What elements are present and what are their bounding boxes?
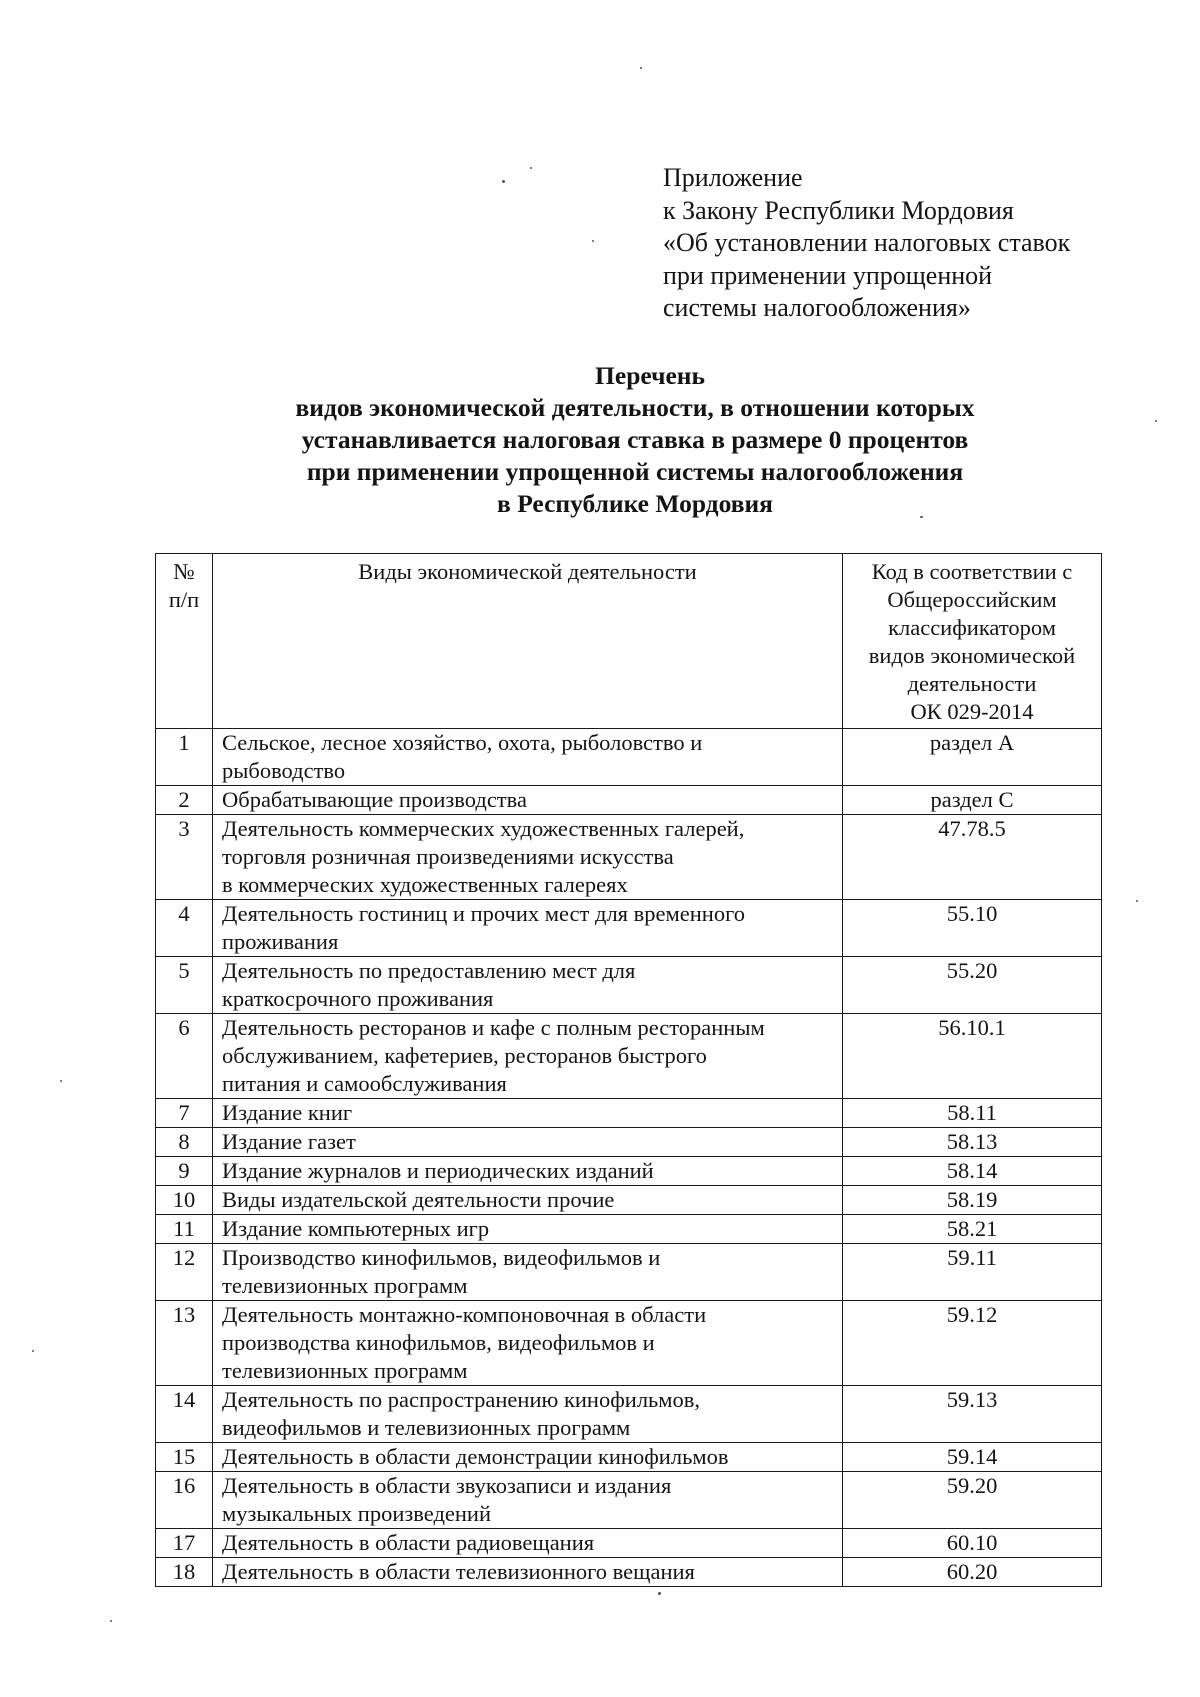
table-row: [156, 1472, 1102, 1529]
row-number: 4: [156, 900, 213, 957]
table-row: [156, 815, 1102, 900]
row-activity: [213, 1244, 843, 1301]
row-code: 60.20: [843, 1558, 1102, 1587]
activity-line: Обрабатывающие производства: [222, 787, 527, 812]
title-line: в Республике Мордовия: [497, 489, 773, 518]
row-activity: [213, 1014, 843, 1099]
appendix-line: системы налогообложения»: [663, 293, 971, 322]
scan-speck: [32, 1350, 34, 1352]
table-row: [156, 1128, 1102, 1157]
activity-line: краткосрочного проживания: [222, 986, 494, 1011]
header-code-line: классификатором: [888, 615, 1056, 640]
title-line: Перечень: [595, 361, 705, 390]
activity-line: Деятельность монтажно-компоновочная в области: [222, 1302, 707, 1327]
activity-line: музыкальных произведений: [222, 1501, 492, 1526]
header-code-line: Код в соответствии с: [871, 559, 1073, 584]
row-number: 10: [156, 1186, 213, 1215]
activity-line: Издание журналов и периодических изданий: [222, 1158, 654, 1183]
row-number: 8: [156, 1128, 213, 1157]
activity-line: Деятельность по распространению кинофильмов,: [222, 1387, 701, 1412]
row-activity: [213, 815, 843, 900]
scan-speck: [658, 1592, 661, 1595]
activity-line: проживания: [222, 929, 339, 954]
appendix-line: при применении упрощенной: [663, 260, 993, 290]
table-row: [156, 1529, 1102, 1558]
activity-line: в коммерческих художественных галереях: [222, 872, 628, 897]
row-number: 3: [156, 815, 213, 900]
row-code: 56.10.1: [843, 1014, 1102, 1099]
row-code: 58.11: [843, 1099, 1102, 1128]
row-activity: [213, 1472, 843, 1529]
row-number: 18: [156, 1558, 213, 1587]
row-activity: [213, 900, 843, 957]
table-row: [156, 1099, 1102, 1128]
row-activity: [213, 729, 843, 786]
table-row: [156, 900, 1102, 957]
appendix-line: Приложение: [663, 163, 803, 192]
row-activity: [213, 1099, 843, 1128]
header-code-line: ОК 029-2014: [910, 699, 1034, 724]
appendix-line: к Закону Республики Мордовия: [663, 195, 1014, 225]
activity-line: Виды издательской деятельности прочие: [222, 1187, 615, 1212]
scan-speck: [1136, 900, 1138, 902]
activity-line: рыбоводство: [222, 758, 346, 783]
table-row: [156, 1244, 1102, 1301]
activity-line: торговля розничная произведениями искусства: [222, 844, 674, 869]
row-activity: [213, 1157, 843, 1186]
scan-speck: [640, 67, 642, 69]
row-activity: [213, 1301, 843, 1386]
table-row: [156, 1301, 1102, 1386]
activity-line: Деятельность в области звукозаписи и издания: [222, 1473, 672, 1498]
scan-speck: [530, 167, 532, 169]
table-row: [156, 1186, 1102, 1215]
row-code: 55.20: [843, 957, 1102, 1014]
row-code: 58.21: [843, 1215, 1102, 1244]
header-code-line: видов экономической: [868, 643, 1076, 668]
row-code: 58.19: [843, 1186, 1102, 1215]
row-code: раздел А: [843, 729, 1102, 786]
row-number: 14: [156, 1386, 213, 1443]
activity-line: питания и самообслуживания: [222, 1071, 507, 1096]
activity-line: Деятельность в области демонстрации кинофильмов: [222, 1444, 729, 1469]
table-row: [156, 1443, 1102, 1472]
table-row: [156, 729, 1102, 786]
header-code-line: Общероссийским: [887, 587, 1057, 612]
row-code: 59.20: [843, 1472, 1102, 1529]
header-number-line: п/п: [168, 587, 200, 612]
activity-line: видеофильмов и телевизионных программ: [222, 1415, 631, 1440]
title-line: при применении упрощенной системы налогообложения: [306, 457, 964, 486]
table-row: [156, 1386, 1102, 1443]
appendix-reference: [663, 162, 1123, 325]
row-number: 17: [156, 1529, 213, 1558]
activity-line: Деятельность в области радиовещания: [222, 1530, 595, 1555]
row-code: 47.78.5: [843, 815, 1102, 900]
row-code: раздел С: [843, 786, 1102, 815]
row-code: 58.14: [843, 1157, 1102, 1186]
title-line: видов экономической деятельности, в отношении которых: [295, 393, 975, 422]
table-body: [156, 729, 1102, 1587]
row-number: 5: [156, 957, 213, 1014]
activity-line: Деятельность по предоставлению мест для: [222, 958, 636, 983]
title-line: устанавливается налоговая ставка в размере 0 процентов: [301, 425, 969, 454]
row-code: 59.14: [843, 1443, 1102, 1472]
row-activity: [213, 1529, 843, 1558]
row-number: 12: [156, 1244, 213, 1301]
header-activity: Виды экономической деятельности: [213, 554, 843, 729]
document-title: [150, 360, 1120, 520]
activity-line: Издание газет: [222, 1129, 356, 1154]
row-code: 55.10: [843, 900, 1102, 957]
table-row: [156, 1157, 1102, 1186]
row-number: 2: [156, 786, 213, 815]
scan-speck: [1155, 420, 1157, 422]
row-number: 7: [156, 1099, 213, 1128]
row-code: 59.13: [843, 1386, 1102, 1443]
table-header-row: [156, 554, 1102, 729]
activity-line: Деятельность гостиниц и прочих мест для временного: [222, 901, 745, 926]
table-row: [156, 1558, 1102, 1587]
row-activity: [213, 1386, 843, 1443]
header-code: [843, 554, 1102, 729]
activity-codes-table: [155, 553, 1102, 1587]
header-code-line: деятельности: [907, 671, 1037, 696]
activity-line: телевизионных программ: [222, 1358, 468, 1383]
table-row: [156, 957, 1102, 1014]
appendix-line: «Об установлении налоговых ставок: [663, 228, 1071, 257]
scan-speck: [920, 516, 923, 518]
row-number: 11: [156, 1215, 213, 1244]
row-number: 6: [156, 1014, 213, 1099]
activity-line: Производство кинофильмов, видеофильмов и: [222, 1245, 661, 1270]
scan-speck: [502, 180, 505, 183]
row-activity: [213, 1186, 843, 1215]
activity-line: Деятельность в области телевизионного вещания: [222, 1559, 695, 1584]
row-number: 16: [156, 1472, 213, 1529]
header-number-line: №: [173, 559, 195, 584]
row-number: 9: [156, 1157, 213, 1186]
row-code: 58.13: [843, 1128, 1102, 1157]
activity-line: Сельское, лесное хозяйство, охота, рыболовство и: [222, 730, 703, 755]
row-activity: [213, 786, 843, 815]
scan-speck: [592, 240, 594, 242]
scan-speck: [110, 1620, 112, 1622]
header-number: [156, 554, 213, 729]
row-number: 1: [156, 729, 213, 786]
scan-speck: [60, 1080, 62, 1082]
table-row: [156, 786, 1102, 815]
row-activity: [213, 957, 843, 1014]
activity-line: производства кинофильмов, видеофильмов и: [222, 1330, 655, 1355]
row-activity: [213, 1558, 843, 1587]
activity-line: Издание компьютерных игр: [222, 1216, 490, 1241]
row-activity: [213, 1443, 843, 1472]
row-number: 13: [156, 1301, 213, 1386]
activity-line: телевизионных программ: [222, 1273, 468, 1298]
row-number: 15: [156, 1443, 213, 1472]
row-code: 60.10: [843, 1529, 1102, 1558]
activity-line: Деятельность коммерческих художественных галерей,: [222, 816, 745, 841]
row-activity: [213, 1128, 843, 1157]
row-activity: [213, 1215, 843, 1244]
activity-line: Издание книг: [222, 1100, 353, 1125]
row-code: 59.12: [843, 1301, 1102, 1386]
table-row: [156, 1215, 1102, 1244]
activity-line: Деятельность ресторанов и кафе с полным ресторанным: [222, 1015, 765, 1040]
activity-line: обслуживанием, кафетериев, ресторанов быстрого: [222, 1043, 707, 1068]
row-code: 59.11: [843, 1244, 1102, 1301]
table-row: [156, 1014, 1102, 1099]
